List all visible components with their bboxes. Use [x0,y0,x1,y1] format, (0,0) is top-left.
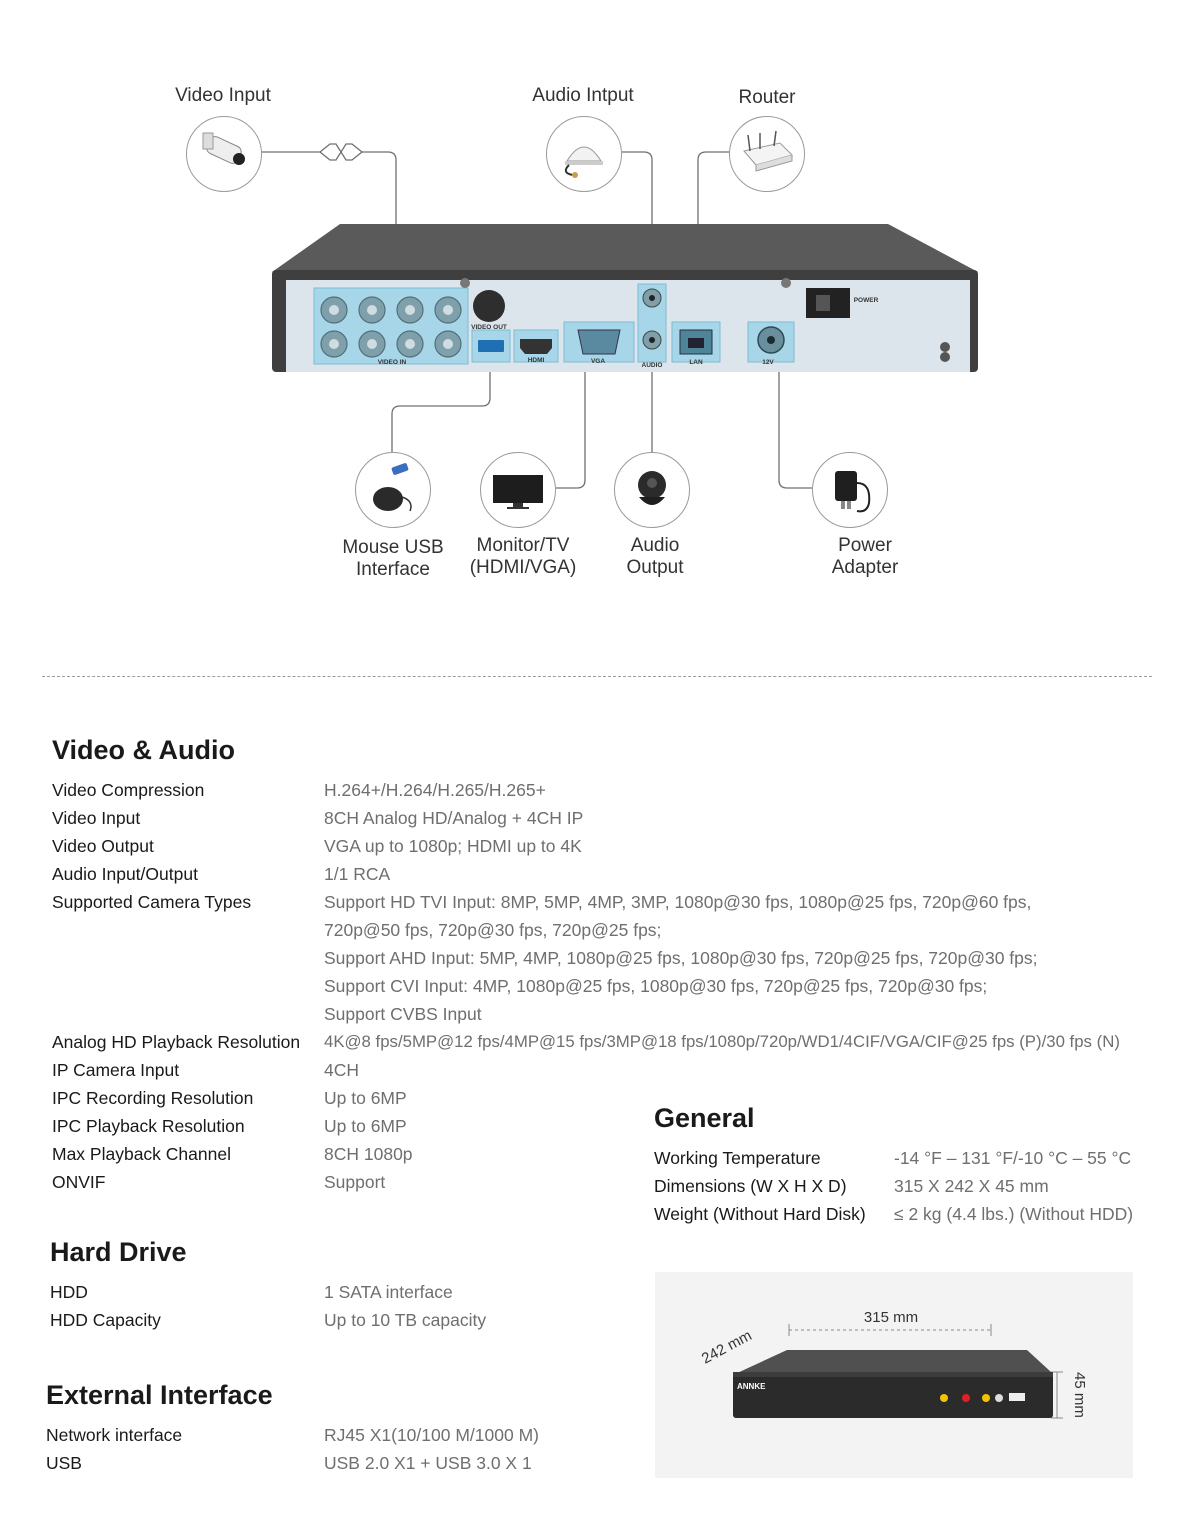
spec-key: IP Camera Input [52,1060,180,1080]
router-icon [729,116,805,192]
spec-value: VGA up to 1080p; HDMI up to 4K [324,836,582,856]
spec-value: H.264+/H.264/H.265/H.265+ [324,780,546,800]
spec-value: Up to 6MP [324,1116,407,1136]
spec-key: ONVIF [52,1172,106,1192]
section-title-general: General [654,1103,755,1133]
dim-depth: 242 mm [698,1327,755,1368]
spec-value: Up to 6MP [324,1088,407,1108]
spec-value: Up to 10 TB capacity [324,1310,487,1330]
spec-value: 1 SATA interface [324,1282,453,1302]
spec-value: -14 °F – 131 °F/-10 °C – 55 °C [894,1148,1132,1168]
panel-label-vga: VGA [590,358,606,365]
spec-value: USB 2.0 X1 + USB 3.0 X 1 [324,1453,532,1473]
spec-key: Network interface [46,1425,183,1445]
spec-value: Support [324,1172,386,1192]
dvr-dimensions-figure [655,1272,1133,1478]
spec-key: HDD [50,1282,88,1302]
monitor-icon [480,452,556,528]
spec-value: Support HD TVI Input: 8MP, 5MP, 4MP, 3MP, 1080p@30 fps, 1080p@25 fps, 720p@60 fps, [324,892,1032,912]
camera-icon [186,116,262,192]
label-router: Router [738,87,796,108]
spec-key: Video Output [52,836,154,856]
label-line: Adapter [831,557,899,578]
dimensions-panel [655,1272,1133,1478]
spec-value: Support CVI Input: 4MP, 1080p@25 fps, 1080p@30 fps, 720p@25 fps, 720p@30 fps; [324,976,988,996]
mouse-usb-icon [355,452,431,528]
label-line: Power [838,535,892,556]
panel-label-video-out: VIDEO OUT [471,324,507,331]
spec-key: USB [46,1453,82,1473]
section-title-external-interface: External Interface [46,1380,273,1410]
speaker-icon [614,452,690,528]
spec-value: 315 X 242 X 45 mm [894,1176,1049,1196]
spec-value: 720p@50 fps, 720p@30 fps, 720p@25 fps; [324,920,662,940]
spec-key: Video Input [52,808,141,828]
spec-value: 8CH 1080p [324,1144,413,1164]
dim-width: 315 mm [863,1309,919,1326]
power-adapter-icon [812,452,888,528]
panel-label-video-in: VIDEO IN [377,359,407,366]
panel-label-dc: 12V [762,359,774,366]
spec-key: Analog HD Playback Resolution [52,1032,301,1052]
panel-label-lan: LAN [689,359,703,366]
dim-height: 45 mm [1071,1372,1088,1418]
label-line: Audio [630,535,680,556]
label-video-input: Video Input [175,85,271,106]
panel-label-power: POWER [853,297,879,304]
section-divider [42,676,1152,677]
spec-value: 4K@8 fps/5MP@12 fps/4MP@15 fps/3MP@18 fps/1080p/720p/WD1/4CIF/VGA/CIF@25 fps (P)/30 fps (N) [324,1032,1120,1051]
label-audio-input: Audio Intput [532,85,634,106]
spec-key: Working Temperature [654,1148,821,1168]
microphone-icon [546,116,622,192]
spec-key: Weight (Without Hard Disk) [654,1204,866,1224]
spec-key: IPC Recording Resolution [52,1088,254,1108]
dvr-back-panel [272,224,978,372]
spec-key: Audio Input/Output [52,864,198,884]
label-line: Monitor/TV [476,535,570,556]
label-line: Mouse USB [342,537,444,558]
spec-value: 4CH [324,1060,360,1080]
spec-value: 1/1 RCA [324,864,391,884]
spec-key: Video Compression [52,780,205,800]
spec-value: RJ45 X1(10/100 M/1000 M) [324,1425,539,1445]
spec-key: Max Playback Channel [52,1144,231,1164]
spec-key: IPC Playback Resolution [52,1116,245,1136]
spec-key: Dimensions (W X H X D) [654,1176,847,1196]
spec-value: Support AHD Input: 5MP, 4MP, 1080p@25 fps, 1080p@30 fps, 720p@25 fps, 720p@30 fps; [324,948,1038,968]
spec-value: 8CH Analog HD/Analog + 4CH IP [324,808,584,828]
spec-key: Supported Camera Types [52,892,252,912]
panel-label-hdmi: HDMI [527,357,545,364]
label-monitor [462,535,584,579]
label-line: (HDMI/VGA) [469,557,577,578]
label-power-adapter [815,535,915,579]
label-line: Interface [356,559,430,580]
brand-logo: ANNKE [737,1382,766,1391]
panel-label-audio: AUDIO [641,362,663,369]
label-mouse-usb [332,537,454,581]
spec-key: HDD Capacity [50,1310,161,1330]
section-title-video-audio: Video & Audio [52,735,236,765]
section-title-hard-drive: Hard Drive [50,1237,187,1267]
spec-value: ≤ 2 kg (4.4 lbs.) (Without HDD) [894,1204,1134,1224]
spec-value: Support CVBS Input [324,1004,482,1024]
label-line: Output [626,557,684,578]
label-audio-output [605,535,705,579]
